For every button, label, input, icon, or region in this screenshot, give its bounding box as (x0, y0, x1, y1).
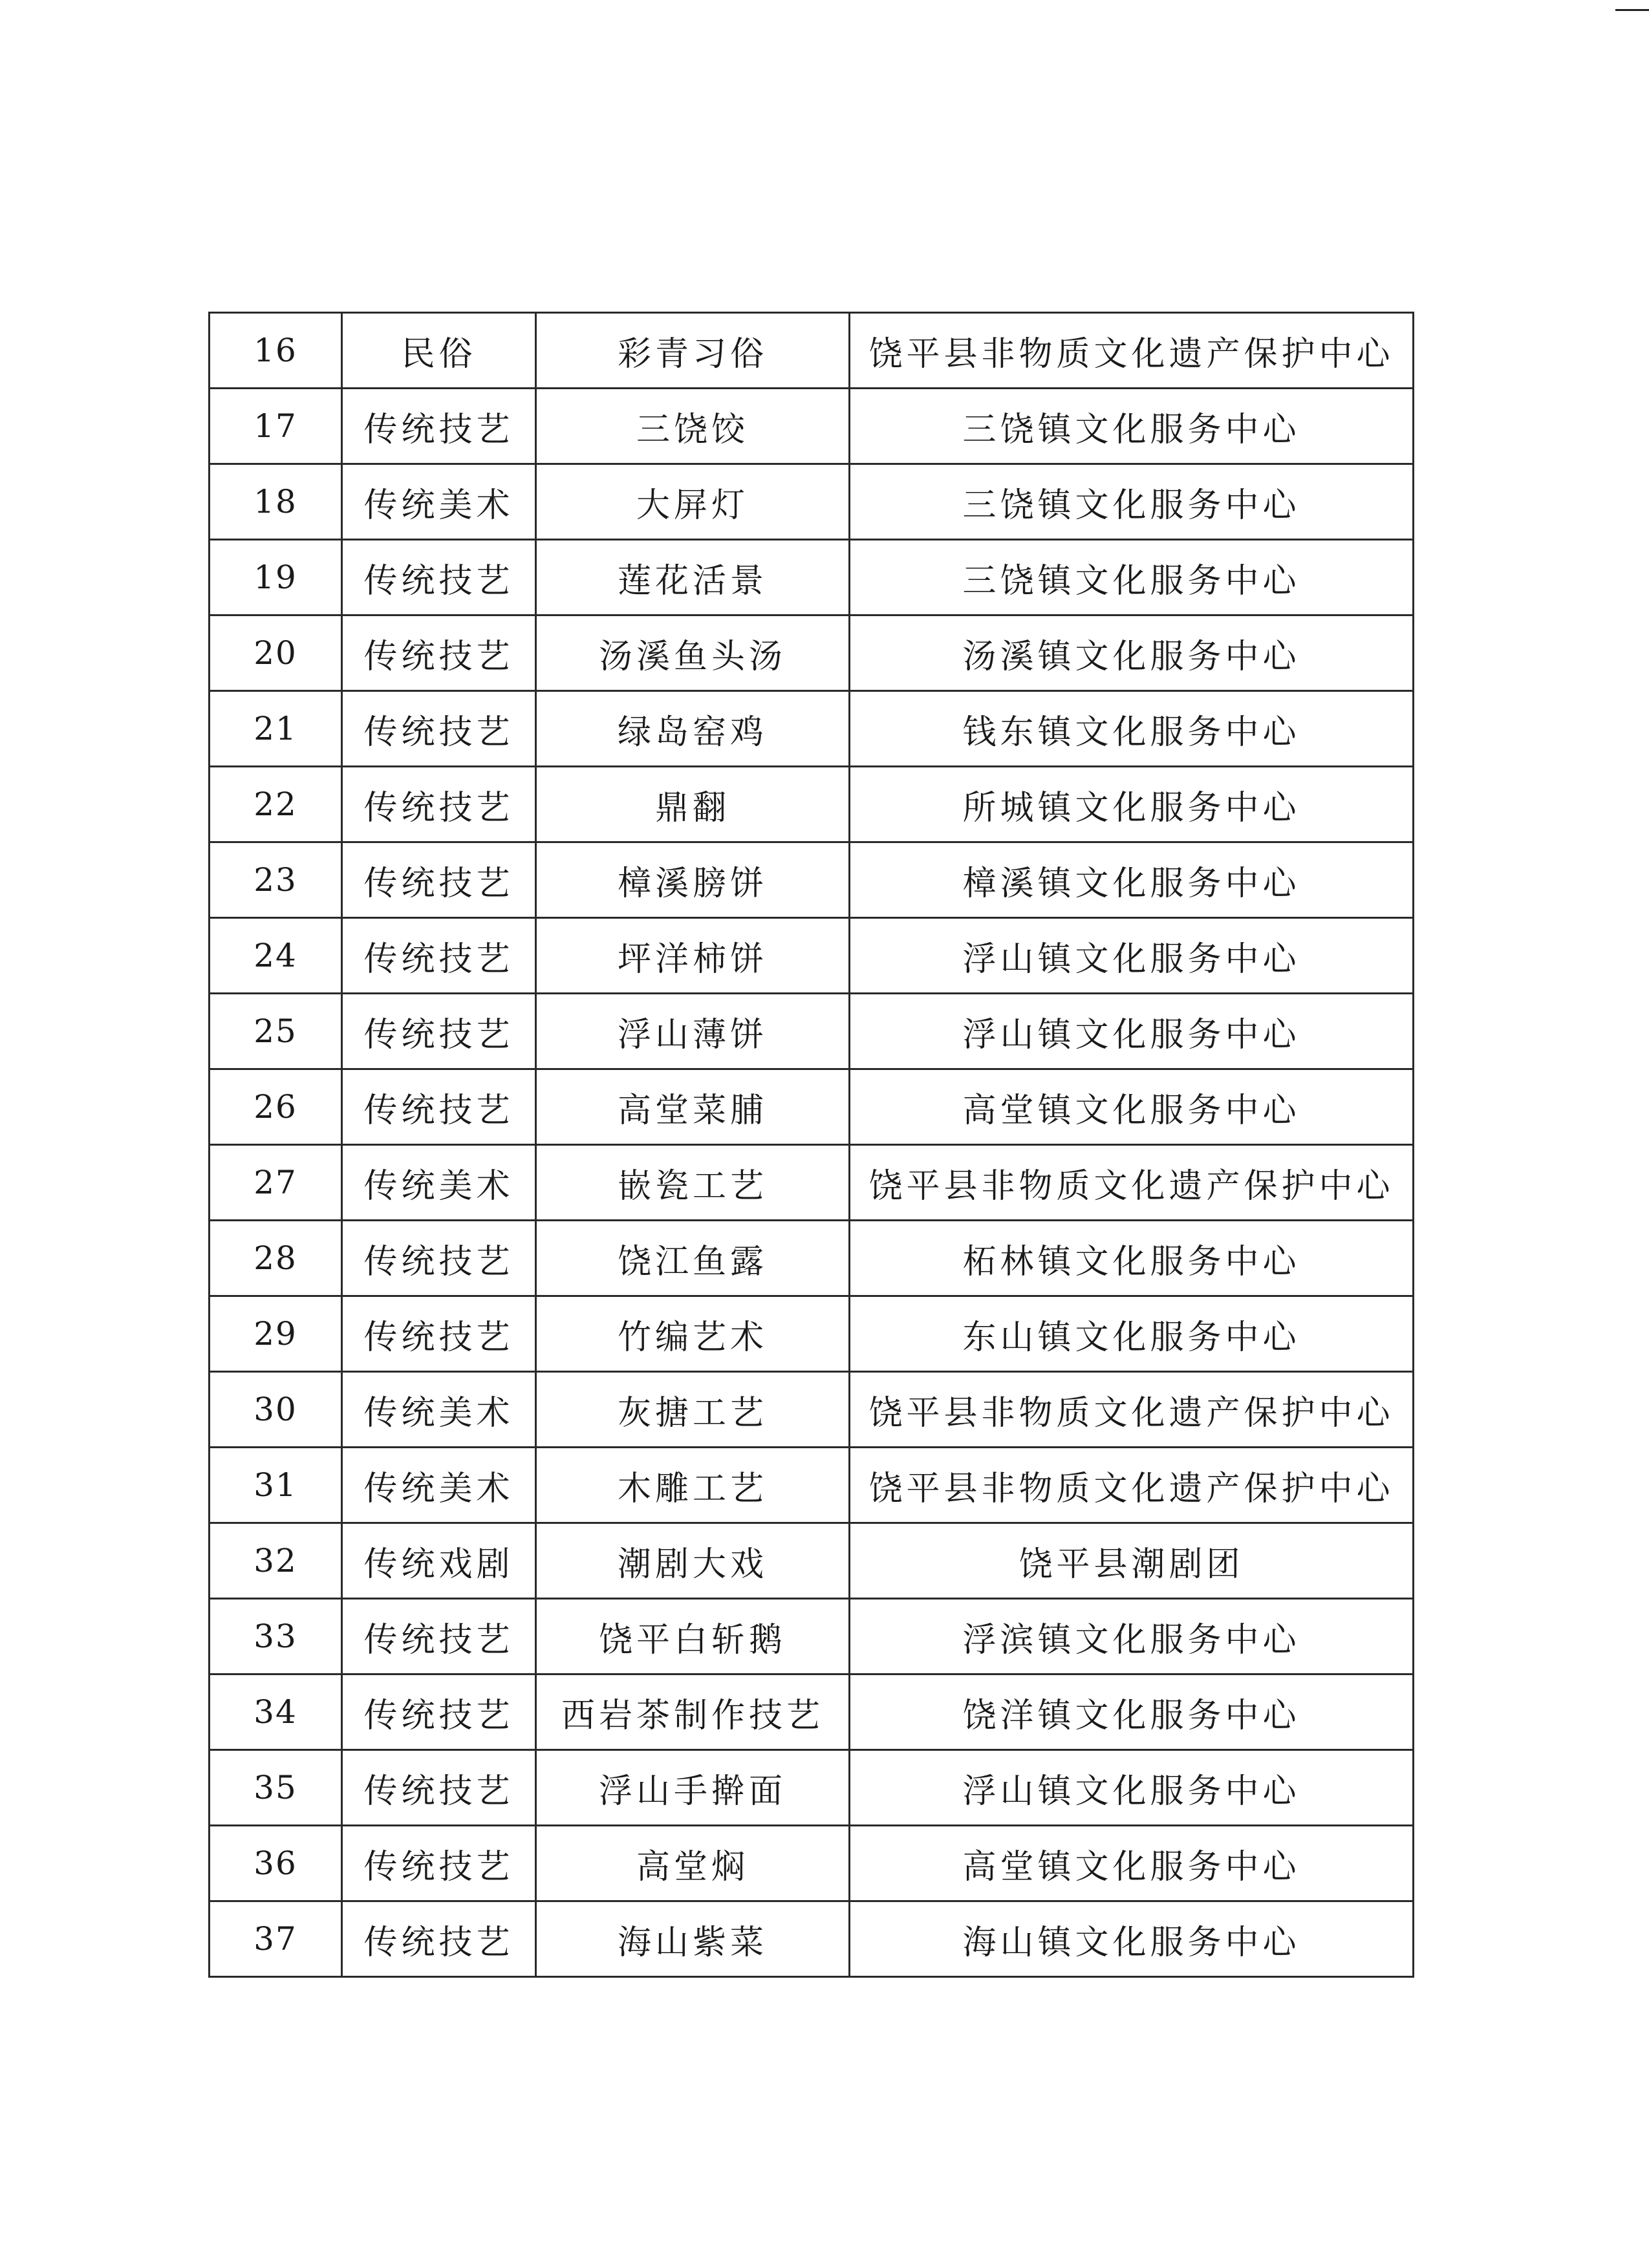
table-row (210, 1750, 1414, 1826)
row-number-cell: 31 (210, 1448, 342, 1523)
table-row (210, 615, 1414, 691)
table-row (210, 1826, 1414, 1901)
row-number-cell: 18 (210, 464, 342, 540)
category-cell: 传统美术 (342, 464, 536, 540)
category-cell: 传统技艺 (342, 540, 536, 615)
row-number-cell: 30 (210, 1372, 342, 1448)
row-number-cell: 32 (210, 1523, 342, 1599)
item-name-cell: 绿岛窑鸡 (536, 691, 850, 767)
item-name-cell: 木雕工艺 (536, 1448, 850, 1523)
table-row (210, 464, 1414, 540)
category-cell: 传统技艺 (342, 615, 536, 691)
item-name-cell: 高堂菜脯 (536, 1069, 850, 1145)
item-name-cell: 莲花活景 (536, 540, 850, 615)
protection-unit-cell: 钱东镇文化服务中心 (850, 691, 1414, 767)
protection-unit-cell: 饶平县非物质文化遗产保护中心 (850, 1145, 1414, 1221)
protection-unit-cell: 三饶镇文化服务中心 (850, 464, 1414, 540)
category-cell: 传统美术 (342, 1448, 536, 1523)
item-name-cell: 饶江鱼露 (536, 1221, 850, 1296)
row-number-cell: 27 (210, 1145, 342, 1221)
row-number-cell: 35 (210, 1750, 342, 1826)
table-row (210, 994, 1414, 1069)
protection-unit-cell: 饶平县潮剧团 (850, 1523, 1414, 1599)
item-name-cell: 大屏灯 (536, 464, 850, 540)
row-number-cell: 21 (210, 691, 342, 767)
row-number-cell: 19 (210, 540, 342, 615)
item-name-cell: 灰搪工艺 (536, 1372, 850, 1448)
row-number-cell: 25 (210, 994, 342, 1069)
row-number-cell: 17 (210, 389, 342, 464)
category-cell: 传统技艺 (342, 767, 536, 842)
protection-unit-cell: 樟溪镇文化服务中心 (850, 842, 1414, 918)
heritage-list-table-container (208, 312, 1412, 1978)
item-name-cell: 三饶饺 (536, 389, 850, 464)
row-number-cell: 28 (210, 1221, 342, 1296)
category-cell: 传统技艺 (342, 1221, 536, 1296)
scan-edge-mark (1615, 9, 1649, 11)
category-cell: 民俗 (342, 313, 536, 389)
protection-unit-cell: 汤溪镇文化服务中心 (850, 615, 1414, 691)
protection-unit-cell: 浮滨镇文化服务中心 (850, 1599, 1414, 1674)
category-cell: 传统技艺 (342, 842, 536, 918)
heritage-list-table (208, 312, 1414, 1978)
category-cell: 传统技艺 (342, 994, 536, 1069)
category-cell: 传统美术 (342, 1372, 536, 1448)
item-name-cell: 汤溪鱼头汤 (536, 615, 850, 691)
table-row (210, 918, 1414, 994)
row-number-cell: 33 (210, 1599, 342, 1674)
row-number-cell: 23 (210, 842, 342, 918)
table-row (210, 1523, 1414, 1599)
protection-unit-cell: 高堂镇文化服务中心 (850, 1826, 1414, 1901)
category-cell: 传统技艺 (342, 1296, 536, 1372)
protection-unit-cell: 柘林镇文化服务中心 (850, 1221, 1414, 1296)
table-row (210, 1448, 1414, 1523)
protection-unit-cell: 海山镇文化服务中心 (850, 1901, 1414, 1977)
table-row (210, 1674, 1414, 1750)
protection-unit-cell: 浮山镇文化服务中心 (850, 1750, 1414, 1826)
item-name-cell: 潮剧大戏 (536, 1523, 850, 1599)
category-cell: 传统技艺 (342, 1674, 536, 1750)
item-name-cell: 坪洋柿饼 (536, 918, 850, 994)
item-name-cell: 浮山手擀面 (536, 1750, 850, 1826)
category-cell: 传统技艺 (342, 691, 536, 767)
row-number-cell: 29 (210, 1296, 342, 1372)
item-name-cell: 饶平白斩鹅 (536, 1599, 850, 1674)
protection-unit-cell: 饶平县非物质文化遗产保护中心 (850, 1448, 1414, 1523)
category-cell: 传统技艺 (342, 1069, 536, 1145)
row-number-cell: 16 (210, 313, 342, 389)
table-row (210, 842, 1414, 918)
table-row (210, 389, 1414, 464)
table-row (210, 767, 1414, 842)
item-name-cell: 鼎翻 (536, 767, 850, 842)
protection-unit-cell: 高堂镇文化服务中心 (850, 1069, 1414, 1145)
item-name-cell: 嵌瓷工艺 (536, 1145, 850, 1221)
table-row (210, 1069, 1414, 1145)
category-cell: 传统技艺 (342, 1901, 536, 1977)
item-name-cell: 海山紫菜 (536, 1901, 850, 1977)
item-name-cell: 浮山薄饼 (536, 994, 850, 1069)
row-number-cell: 20 (210, 615, 342, 691)
table-row (210, 1296, 1414, 1372)
item-name-cell: 樟溪膀饼 (536, 842, 850, 918)
row-number-cell: 24 (210, 918, 342, 994)
table-row (210, 1599, 1414, 1674)
table-row (210, 540, 1414, 615)
table-row (210, 313, 1414, 389)
category-cell: 传统戏剧 (342, 1523, 536, 1599)
row-number-cell: 22 (210, 767, 342, 842)
protection-unit-cell: 浮山镇文化服务中心 (850, 918, 1414, 994)
protection-unit-cell: 三饶镇文化服务中心 (850, 540, 1414, 615)
category-cell: 传统技艺 (342, 1599, 536, 1674)
protection-unit-cell: 东山镇文化服务中心 (850, 1296, 1414, 1372)
table-row (210, 691, 1414, 767)
row-number-cell: 34 (210, 1674, 342, 1750)
table-row (210, 1901, 1414, 1977)
protection-unit-cell: 三饶镇文化服务中心 (850, 389, 1414, 464)
protection-unit-cell: 饶洋镇文化服务中心 (850, 1674, 1414, 1750)
table-row (210, 1372, 1414, 1448)
protection-unit-cell: 所城镇文化服务中心 (850, 767, 1414, 842)
protection-unit-cell: 饶平县非物质文化遗产保护中心 (850, 1372, 1414, 1448)
category-cell: 传统技艺 (342, 918, 536, 994)
protection-unit-cell: 饶平县非物质文化遗产保护中心 (850, 313, 1414, 389)
item-name-cell: 竹编艺术 (536, 1296, 850, 1372)
category-cell: 传统美术 (342, 1145, 536, 1221)
item-name-cell: 西岩茶制作技艺 (536, 1674, 850, 1750)
row-number-cell: 36 (210, 1826, 342, 1901)
category-cell: 传统技艺 (342, 1750, 536, 1826)
table-row (210, 1145, 1414, 1221)
table-body (210, 313, 1414, 1977)
protection-unit-cell: 浮山镇文化服务中心 (850, 994, 1414, 1069)
item-name-cell: 高堂焖 (536, 1826, 850, 1901)
item-name-cell: 彩青习俗 (536, 313, 850, 389)
row-number-cell: 37 (210, 1901, 342, 1977)
category-cell: 传统技艺 (342, 1826, 536, 1901)
table-row (210, 1221, 1414, 1296)
row-number-cell: 26 (210, 1069, 342, 1145)
category-cell: 传统技艺 (342, 389, 536, 464)
